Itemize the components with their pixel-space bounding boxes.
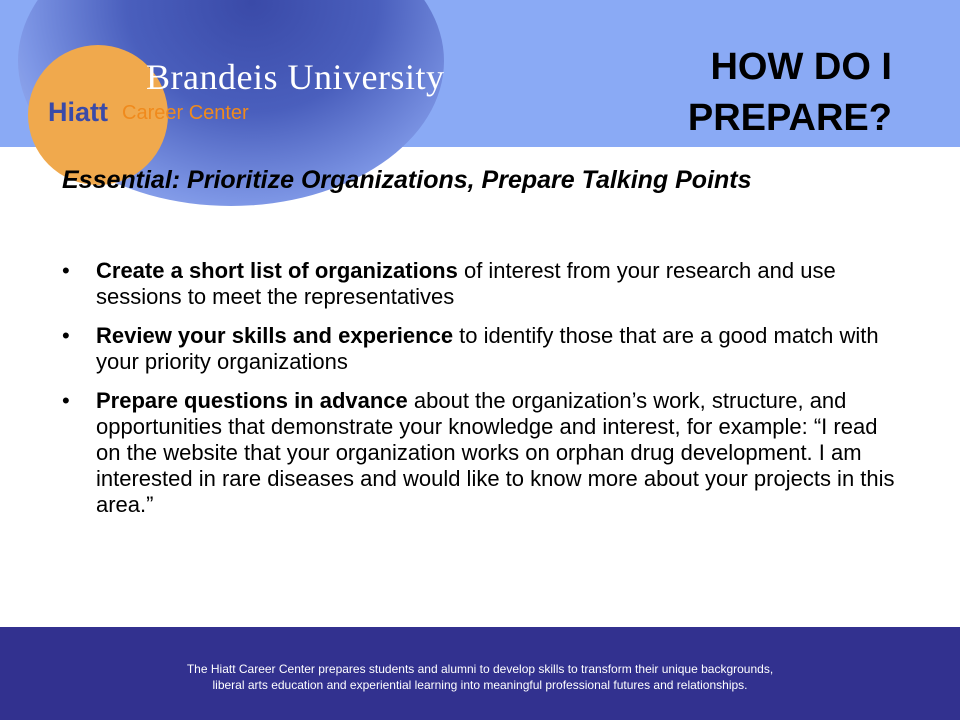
bullet-lead: Prepare questions in advance <box>96 388 408 413</box>
slide-title: HOW DO I PREPARE? <box>687 46 892 139</box>
bullet-lead: Review your skills and experience <box>96 323 454 348</box>
bullet-item <box>62 388 908 518</box>
logo-career-center-text: Career Center <box>122 102 249 124</box>
bullet-marker: • <box>62 323 70 348</box>
bullet-list <box>62 258 908 531</box>
slide-subtitle: Essential: Prioritize Organizations, Prepare Talking Points <box>62 166 752 194</box>
logo-hiatt-text: Hiatt <box>48 97 108 127</box>
bullet-body: about the organization’s work, structure, and opportunities that demonstrate your knowledge and interest, for example: “I read on the website that your organization works on orphan drug development. I am interested in rare diseases and would like to know more about your projects in this area.” <box>96 388 895 517</box>
bullet-lead: Create a short list of organizations <box>96 258 458 283</box>
bullet-body: to identify those that are a good match with your priority organizations <box>96 323 879 374</box>
bullet-item <box>62 323 908 375</box>
bullet-marker: • <box>62 258 70 283</box>
bullet-item <box>62 258 908 310</box>
brand-name: Brandeis University <box>146 57 445 97</box>
footer-mission-text: The Hiatt Career Center prepares students and alumni to develop skills to transform their unique backgrounds, liberal arts education and experiential learning into meaningful professional futures and relationships. <box>186 662 774 692</box>
bullet-body: of interest from your research and use sessions to meet the representatives <box>96 258 836 309</box>
bullet-marker: • <box>62 388 70 413</box>
